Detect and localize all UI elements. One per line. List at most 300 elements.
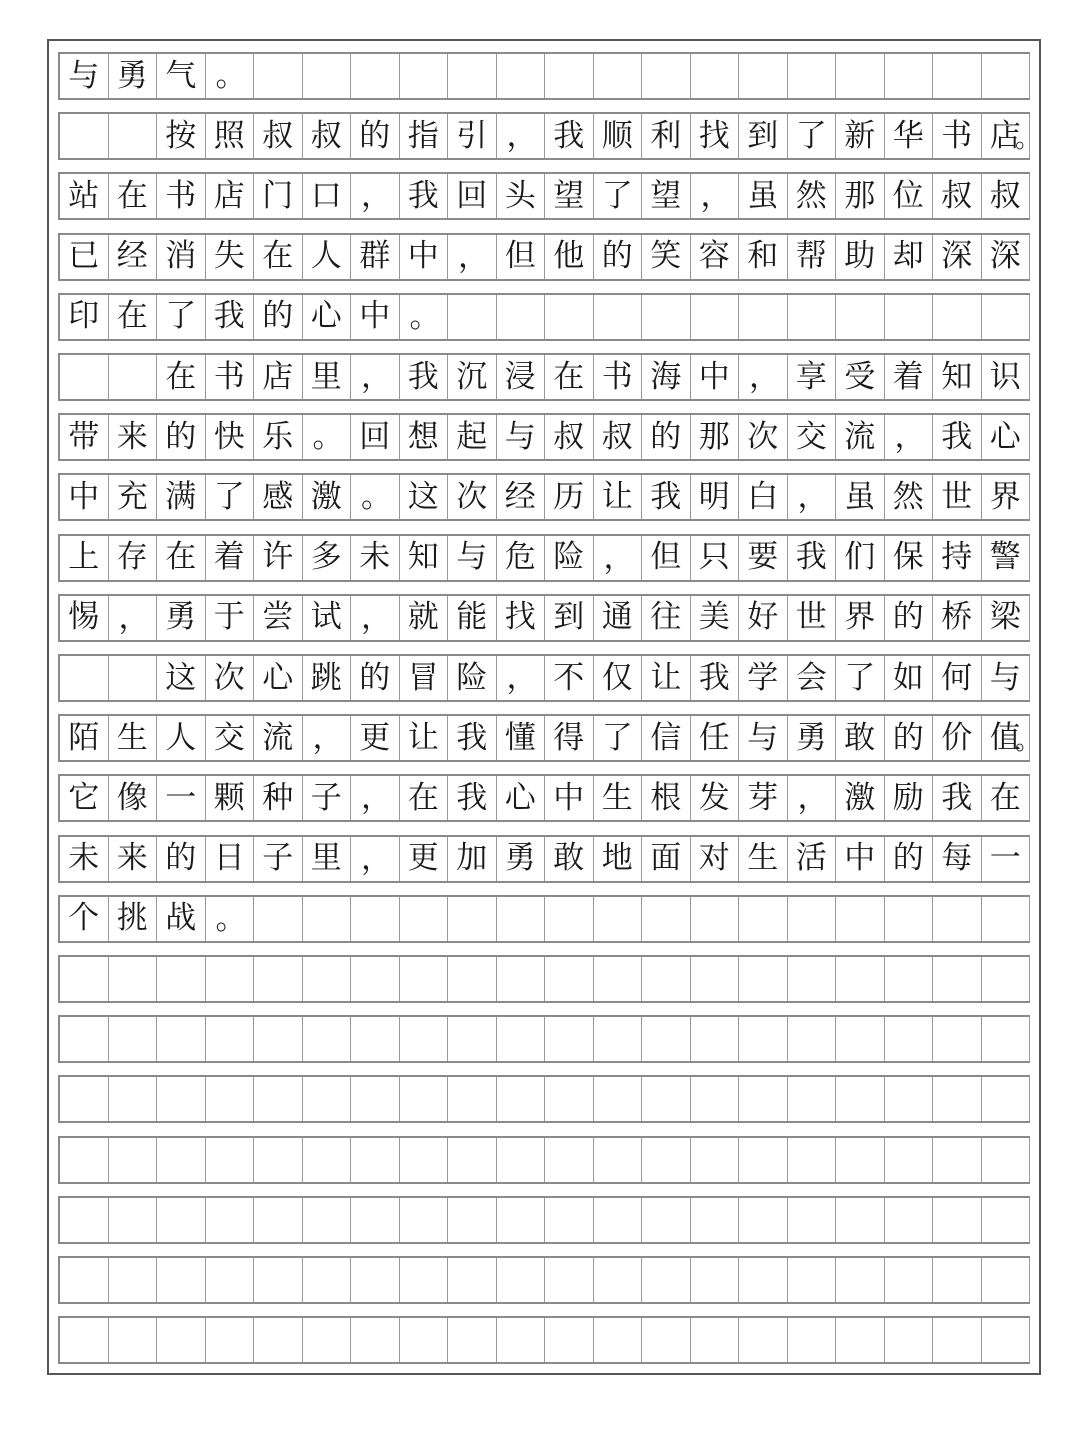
grid-cell-empty [109,957,158,1001]
grid-char: 更 [400,837,449,881]
grid-char: 书 [594,355,643,399]
grid-char: 的 [885,596,934,640]
grid-char: 带 [60,415,109,459]
grid-cell-empty [788,1077,837,1121]
grid-cell-empty [691,54,740,98]
grid-char: 失 [206,235,255,279]
grid-char: 明 [691,475,740,519]
grid-char: 交 [206,716,255,760]
grid-char: 沉 [448,355,497,399]
grid-cell-empty [448,295,497,339]
grid-cell-empty [739,1017,788,1061]
grid-char: 敢 [836,716,885,760]
grid-cell-empty [351,1138,400,1182]
grid-char: ， [351,355,400,399]
grid-char: 值 。 [982,716,1031,760]
grid-cell-empty [594,1077,643,1121]
grid-cell-empty [885,1198,934,1242]
grid-cell-empty [982,897,1031,941]
grid-cell-empty [400,54,449,98]
grid-cell-empty [642,1198,691,1242]
grid-char: 却 [885,235,934,279]
grid-char: 得 [545,716,594,760]
grid-char: 了 [836,656,885,700]
grid-cell-empty [60,1017,109,1061]
grid-cell-empty [448,1138,497,1182]
grid-cell-empty [788,1138,837,1182]
grid-cell-empty [60,1318,109,1362]
grid-char: 与 [60,54,109,98]
grid-char: 新 [836,114,885,158]
grid-char: ， [351,174,400,218]
grid-row [58,1316,1030,1364]
grid-cell-empty [109,1318,158,1362]
grid-char: 会 [788,656,837,700]
grid-char: 心 [982,415,1031,459]
grid-char: 里 [303,355,352,399]
grid-char: 引 [448,114,497,158]
grid-row [58,172,1030,220]
grid-cell-empty [448,897,497,941]
grid-cell-empty [303,1318,352,1362]
grid-row [58,1196,1030,1244]
grid-char: 叔 [254,114,303,158]
grid-cell-empty [545,897,594,941]
grid-char: 然 [788,174,837,218]
grid-char: 试 [303,596,352,640]
grid-cell-empty [594,1138,643,1182]
grid-char: 然 [885,475,934,519]
grid-cell-empty [60,656,109,700]
grid-cell-empty [400,957,449,1001]
grid-cell-empty [739,1198,788,1242]
grid-char: 的 [642,415,691,459]
grid-char: 那 [836,174,885,218]
grid-char: 根 [642,776,691,820]
grid-cell-empty [206,1258,255,1302]
grid-char: 帮 [788,235,837,279]
grid-char: 流 [254,716,303,760]
grid-cell-empty [982,957,1031,1001]
grid-cell-empty [109,355,158,399]
grid-cell-empty [691,1138,740,1182]
grid-char: 交 [788,415,837,459]
grid-cell-empty [60,355,109,399]
grid-cell-empty [739,54,788,98]
grid-char: 在 [982,776,1031,820]
grid-char: 书 [933,114,982,158]
grid-char: 次 [739,415,788,459]
grid-cell-empty [594,1318,643,1362]
grid-char: 叔 [545,415,594,459]
grid-cell-empty [303,54,352,98]
grid-char: 中 [545,776,594,820]
grid-cell-empty [836,1318,885,1362]
grid-char: 与 [739,716,788,760]
grid-char: 印 [60,295,109,339]
grid-cell-empty [739,295,788,339]
grid-char: 心 [254,656,303,700]
grid-char: 了 [594,716,643,760]
grid-char: 这 [157,656,206,700]
grid-char: 店 [206,174,255,218]
grid-cell-empty [400,1258,449,1302]
grid-char: 回 [448,174,497,218]
grid-char: 险 [545,536,594,580]
grid-char: ， [351,596,400,640]
grid-char: 地 [594,837,643,881]
grid-cell-empty [206,1318,255,1362]
grid-row [58,774,1030,822]
grid-char: 芽 [739,776,788,820]
grid-char: 容 [691,235,740,279]
grid-cell-empty [885,1258,934,1302]
grid-char: 面 [642,837,691,881]
grid-cell-empty [254,1258,303,1302]
grid-cell-empty [60,114,109,158]
grid-cell-empty [885,1077,934,1121]
grid-char: ， [788,475,837,519]
grid-cell-empty [885,957,934,1001]
grid-char: 的 [157,837,206,881]
grid-char: 。 [206,897,255,941]
grid-row [58,52,1030,100]
grid-char: 们 [836,536,885,580]
grid-char: 跳 [303,656,352,700]
grid-cell-empty [351,1077,400,1121]
grid-char: ， [351,776,400,820]
grid-cell-empty [594,295,643,339]
grid-char: ， [448,235,497,279]
grid-char: 颗 [206,776,255,820]
grid-char: 笑 [642,235,691,279]
grid-cell-empty [400,1198,449,1242]
grid-char: 勇 [788,716,837,760]
grid-char: 海 [642,355,691,399]
grid-char: 书 [157,174,206,218]
overflow-punctuation: 。 [1014,726,1041,757]
grid-char: 战 [157,897,206,941]
grid-row [58,233,1030,281]
grid-cell-empty [157,1017,206,1061]
grid-char: ， [885,415,934,459]
grid-cell-empty [109,1017,158,1061]
grid-char: 中 [60,475,109,519]
grid-row [58,413,1030,461]
grid-cell-empty [836,957,885,1001]
grid-char: 在 [400,776,449,820]
grid-cell-empty [933,1258,982,1302]
grid-char: 心 [497,776,546,820]
grid-char: 让 [594,475,643,519]
grid-char: 照 [206,114,255,158]
grid-cell-empty [497,957,546,1001]
grid-row [58,955,1030,1003]
grid-char: 但 [642,536,691,580]
grid-cell-empty [254,1077,303,1121]
grid-char: 生 [594,776,643,820]
grid-cell-empty [497,1017,546,1061]
grid-char: 日 [206,837,255,881]
grid-char: 让 [642,656,691,700]
grid-char: 在 [109,295,158,339]
grid-cell-empty [982,1138,1031,1182]
grid-cell-empty [642,957,691,1001]
grid-char: 仅 [594,656,643,700]
grid-cell-empty [351,1318,400,1362]
grid-cell-empty [351,1198,400,1242]
grid-cell-empty [691,1198,740,1242]
grid-char: 到 [545,596,594,640]
grid-char: 中 [836,837,885,881]
grid-char: 叔 [933,174,982,218]
grid-cell-empty [836,54,885,98]
grid-cell-empty [836,1077,885,1121]
overflow-punctuation: 。 [1014,124,1041,155]
grid-char: 在 [545,355,594,399]
grid-char: 了 [206,475,255,519]
grid-row [58,473,1030,521]
grid-cell-empty [497,295,546,339]
grid-char: 着 [885,355,934,399]
grid-char: 勇 [109,54,158,98]
grid-cell-empty [109,1198,158,1242]
grid-char: 虽 [836,475,885,519]
grid-cell-empty [885,1318,934,1362]
grid-char: 感 [254,475,303,519]
grid-char: ， [497,114,546,158]
grid-cell-empty [157,1258,206,1302]
grid-char: 经 [497,475,546,519]
grid-char: 店 。 [982,114,1031,158]
grid-char: 要 [739,536,788,580]
grid-cell-empty [691,897,740,941]
grid-char: 陌 [60,716,109,760]
grid-char: 人 [303,235,352,279]
grid-char: 这 [400,475,449,519]
grid-cell-empty [642,1017,691,1061]
grid-char: 激 [836,776,885,820]
grid-char: 不 [545,656,594,700]
grid-cell-empty [691,1258,740,1302]
grid-char: 生 [109,716,158,760]
grid-row [58,112,1041,160]
grid-char: 一 [157,776,206,820]
grid-cell-empty [545,1198,594,1242]
grid-char: 与 [448,536,497,580]
grid-cell-empty [739,1138,788,1182]
grid-cell-empty [885,295,934,339]
grid-cell-empty [448,957,497,1001]
grid-char: 利 [642,114,691,158]
grid-char: 未 [351,536,400,580]
grid-cell-empty [206,957,255,1001]
grid-char: 在 [254,235,303,279]
grid-char: 我 [206,295,255,339]
grid-cell-empty [60,1077,109,1121]
grid-cell-empty [206,1077,255,1121]
grid-cell-empty [497,897,546,941]
grid-cell-empty [594,957,643,1001]
grid-char: ， [351,837,400,881]
grid-cell-empty [691,1017,740,1061]
grid-cell-empty [448,54,497,98]
grid-cell-empty [254,957,303,1001]
grid-cell-empty [885,54,934,98]
grid-cell-empty [448,1198,497,1242]
grid-cell-empty [691,1077,740,1121]
grid-char: 世 [933,475,982,519]
grid-cell-empty [545,1017,594,1061]
grid-char: 在 [109,174,158,218]
grid-char: 警 [982,536,1031,580]
grid-char: 勇 [497,837,546,881]
grid-char: 桥 [933,596,982,640]
grid-cell-empty [642,1258,691,1302]
grid-char: 白 [739,475,788,519]
grid-char: 往 [642,596,691,640]
grid-cell-empty [303,1138,352,1182]
grid-char: 到 [739,114,788,158]
grid-char: 多 [303,536,352,580]
grid-cell-empty [157,1077,206,1121]
grid-row [58,1015,1030,1063]
grid-cell-empty [642,1318,691,1362]
grid-cell-empty [60,957,109,1001]
grid-cell-empty [157,1138,206,1182]
grid-char: 门 [254,174,303,218]
grid-char: 他 [545,235,594,279]
grid-char: 心 [303,295,352,339]
grid-char: 我 [691,656,740,700]
grid-char: 望 [545,174,594,218]
grid-cell-empty [206,1138,255,1182]
grid-char: 勇 [157,596,206,640]
grid-char: ， [594,536,643,580]
grid-char: 的 [351,114,400,158]
grid-char: 激 [303,475,352,519]
grid-cell-empty [254,1318,303,1362]
grid-cell-empty [448,1258,497,1302]
grid-char: 每 [933,837,982,881]
grid-cell-empty [206,1017,255,1061]
grid-char: 学 [739,656,788,700]
grid-char: 浸 [497,355,546,399]
grid-char: 任 [691,716,740,760]
grid-char: 能 [448,596,497,640]
grid-cell-empty [691,957,740,1001]
grid-char: 发 [691,776,740,820]
grid-row [58,1256,1030,1304]
grid-char: 生 [739,837,788,881]
grid-char: 叔 [982,174,1031,218]
grid-cell-empty [351,957,400,1001]
grid-char: 懂 [497,716,546,760]
grid-cell-empty [351,1258,400,1302]
grid-char: 个 [60,897,109,941]
grid-cell-empty [594,1198,643,1242]
grid-cell-empty [254,1138,303,1182]
grid-char: 存 [109,536,158,580]
grid-char: 店 [254,355,303,399]
grid-char: 与 [497,415,546,459]
grid-char: 中 [691,355,740,399]
grid-char: 那 [691,415,740,459]
grid-char: 种 [254,776,303,820]
grid-char: 的 [157,415,206,459]
grid-char: 上 [60,536,109,580]
grid-char: 持 [933,536,982,580]
grid-cell-empty [400,1077,449,1121]
grid-char: 了 [594,174,643,218]
grid-cell-empty [60,1138,109,1182]
grid-cell-empty [788,1198,837,1242]
grid-cell-empty [254,1017,303,1061]
grid-char: 在 [157,355,206,399]
grid-char: 更 [351,716,400,760]
grid-cell-empty [836,1198,885,1242]
grid-row [58,353,1030,401]
grid-char: 加 [448,837,497,881]
grid-char: 流 [836,415,885,459]
grid-cell-empty [303,1077,352,1121]
grid-cell-empty [351,54,400,98]
grid-cell-empty [109,1138,158,1182]
grid-char: 活 [788,837,837,881]
grid-cell-empty [933,1138,982,1182]
grid-char: 励 [885,776,934,820]
grid-cell-empty [982,1017,1031,1061]
grid-char: 叔 [303,114,352,158]
grid-row [58,835,1030,883]
grid-cell-empty [885,897,934,941]
grid-char: 挑 [109,897,158,941]
grid-char: 中 [400,235,449,279]
grid-char: 一 [982,837,1031,881]
grid-char: 界 [836,596,885,640]
grid-char: 险 [448,656,497,700]
grid-char: 里 [303,837,352,881]
grid-char: 像 [109,776,158,820]
grid-char: 消 [157,235,206,279]
grid-cell-empty [206,1198,255,1242]
grid-cell-empty [836,897,885,941]
grid-char: 中 [351,295,400,339]
grid-cell-empty [109,1077,158,1121]
grid-char: 好 [739,596,788,640]
grid-char: 它 [60,776,109,820]
grid-cell-empty [497,54,546,98]
grid-cell-empty [788,54,837,98]
grid-char: 的 [885,716,934,760]
grid-cell-empty [254,54,303,98]
grid-char: 。 [206,54,255,98]
grid-cell-empty [400,897,449,941]
grid-cell-empty [400,1017,449,1061]
grid-char: 乐 [254,415,303,459]
grid-char: 经 [109,235,158,279]
grid-char: 找 [497,596,546,640]
grid-cell-empty [448,1077,497,1121]
grid-char: 子 [254,837,303,881]
grid-char: 信 [642,716,691,760]
grid-char: 的 [351,656,400,700]
grid-char: 满 [157,475,206,519]
grid-cell-empty [933,897,982,941]
grid-char: 虽 [739,174,788,218]
grid-char: 口 [303,174,352,218]
grid-cell-empty [982,295,1031,339]
